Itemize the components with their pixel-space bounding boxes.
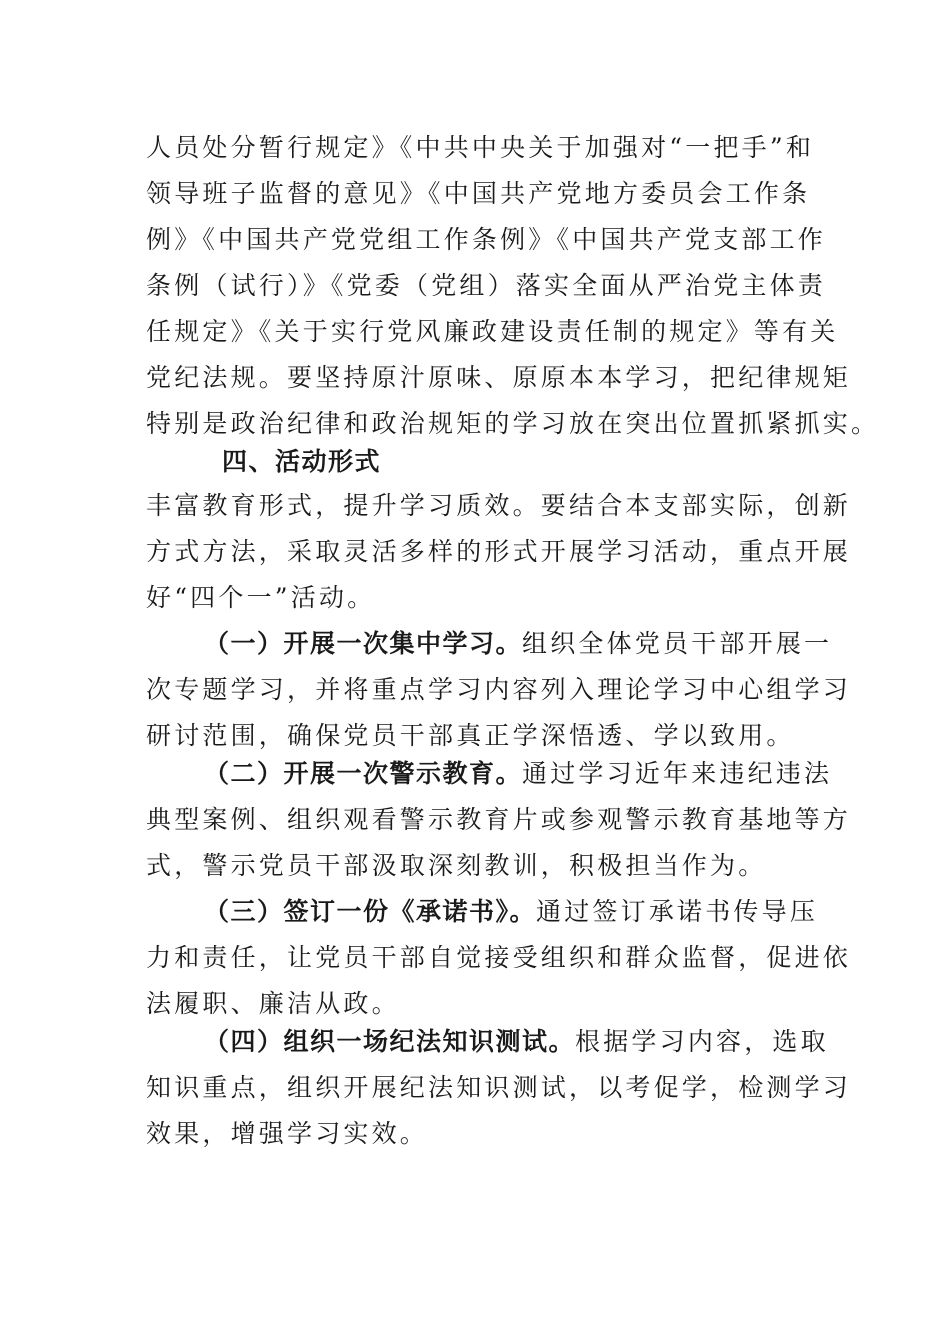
intro-line-4: 条例（试行）》《党委（党组）落实全面从严治党主体责 [146,271,827,300]
item-1-first-rest: 组织全体党员干部开展一 [522,629,833,658]
item-4-line-3: 效果，增强学习实效。 [146,1119,429,1148]
section-intro-line-2: 方式方法，采取灵活多样的形式开展学习活动，重点开展 [146,537,852,566]
item-3-line-3: 法履职、廉洁从政。 [146,989,400,1018]
intro-line-3: 例》《中国共产党党组工作条例》《中国共产党支部工作 [146,225,827,254]
intro-line-6: 党纪法规。要坚持原汁原味、原原本本学习，把纪律规矩 [146,363,852,392]
item-1-line-2: 次专题学习，并将重点学习内容列入理论学习中心组学习 [146,675,852,704]
intro-line-1: 人员处分暂行规定》《中共中央关于加强对“一把手”和 [146,133,815,162]
item-2-line-2: 典型案例、组织观看警示教育片或参观警示教育基地等方 [146,805,852,834]
intro-line-5: 任规定》《关于实行党风廉政建设责任制的规定》等有关 [146,317,839,346]
item-1-first-line [204,622,832,666]
item-3-line-2: 力和责任，让党员干部自觉接受组织和群众监督，促进依 [146,943,852,972]
item-3-first-rest: 通过签订承诺书传导压 [536,897,819,926]
item-2-first-line [204,752,832,796]
item-4-line-2: 知识重点，组织开展纪法知识测试，以考促学，检测学习 [146,1073,852,1102]
intro-line-7: 特别是政治纪律和政治规矩的学习放在突出位置抓紧抓实。 [146,409,880,438]
section-intro-line-1: 丰富教育形式，提升学习质效。要结合本支部实际，创新 [146,491,852,520]
item-2-line-3: 式，警示党员干部汲取深刻教训，积极担当作为。 [146,851,767,880]
item-4-first-rest: 根据学习内容，选取 [575,1027,829,1056]
item-1-title: （一）开展一次集中学习。 [204,629,523,658]
item-1-line-3: 研讨范围，确保党员干部真正学深悟透、学以致用。 [146,721,795,750]
intro-line-2: 领导班子监督的意见》《中国共产党地方委员会工作条 [146,179,811,208]
item-2-first-rest: 通过学习近年来违纪违法 [522,759,833,788]
item-3-title: （三）签订一份《承诺书》。 [204,897,537,926]
section-heading: 四、活动形式 [222,447,382,476]
item-2-title: （二）开展一次警示教育。 [204,759,523,788]
section-intro-line-3: 好“四个一”活动。 [146,583,376,612]
item-4-first-line [204,1020,829,1064]
item-4-title: （四）组织一场纪法知识测试。 [204,1027,576,1056]
item-3-first-line [204,890,818,934]
